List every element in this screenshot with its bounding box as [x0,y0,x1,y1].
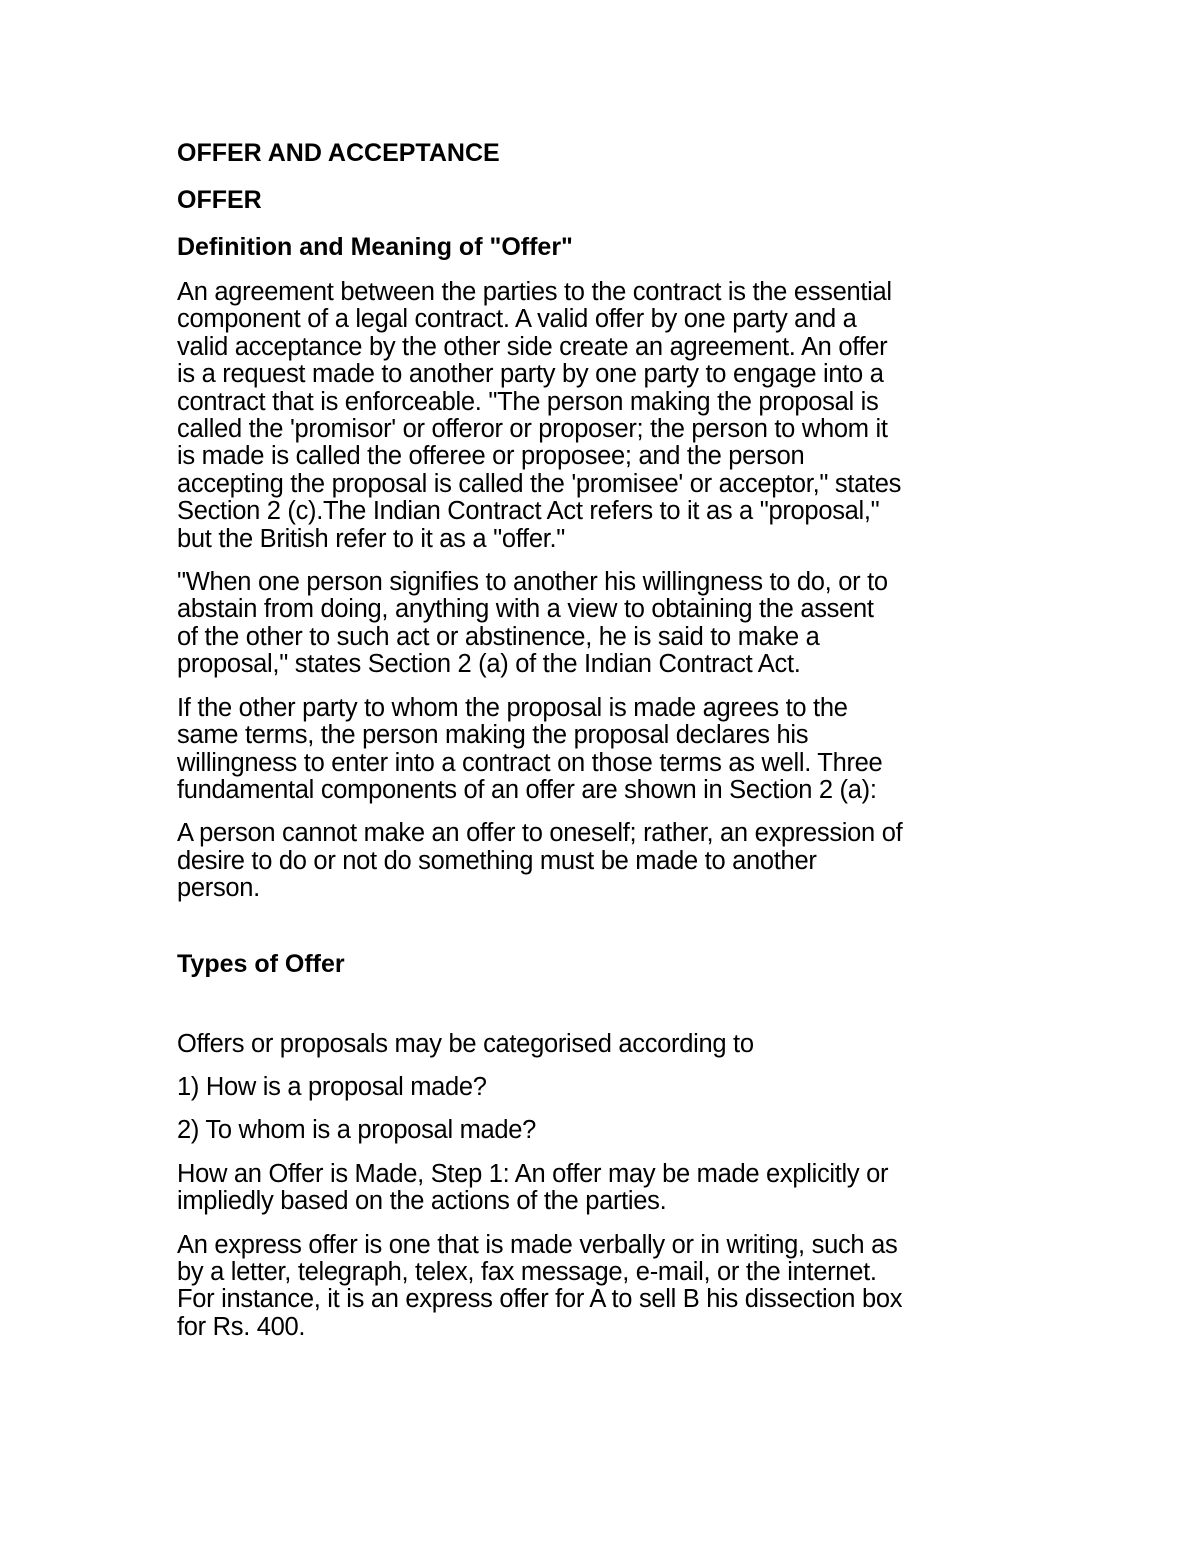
list-item [177,1074,1037,1101]
definition-heading: Definition and Meaning of "Offer" [177,233,573,261]
section-heading-offer: OFFER [177,186,262,214]
paragraph-components [177,695,1037,805]
text-line: Section 2 (c).The Indian Contract Act refers to it as a "proposal," [177,497,880,526]
text-line: willingness to enter into a contract on those terms as well. Three [177,748,883,777]
text-line: A person cannot make an offer to oneself; rather, an expression of [177,819,903,848]
text-line: For instance, it is an express offer for A to sell B his dissection box [177,1285,903,1314]
text-line: How an Offer is Made, Step 1: An offer may be made explicitly or [177,1159,889,1188]
text-line: "When one person signifies to another his willingness to do, or to [177,568,888,597]
document-page [177,138,1037,1357]
text-line: fundamental components of an offer are shown in Section 2 (a): [177,775,877,804]
paragraph-categories [177,1031,1037,1058]
text-line: accepting the proposal is called the 'promisee' or acceptor," states [177,469,902,498]
text-line: by a letter, telegraph, telex, fax message, e-mail, or the internet. [177,1257,877,1286]
text-line: abstain from doing, anything with a view to obtaining the assent [177,595,874,624]
text-line: same terms, the person making the proposal declares his [177,721,809,750]
list-item-text: 1) How is a proposal made? [177,1072,487,1101]
text-line: component of a legal contract. A valid offer by one party and a [177,305,857,334]
text-line: is made is called the offeree or proposee; and the person [177,442,805,471]
text-line: If the other party to whom the proposal is made agrees to the [177,693,848,722]
paragraph-section-2a-quote [177,569,1037,679]
text-line: desire to do or not do something must be made to another [177,846,817,875]
text-line: Offers or proposals may be categorised according to [177,1029,754,1058]
types-heading: Types of Offer [177,949,345,978]
text-line: person. [177,874,260,903]
text-line: but the British refer to it as a "offer." [177,524,566,553]
text-line: proposal," states Section 2 (a) of the Indian Contract Act. [177,650,801,679]
list-item [177,1117,1037,1144]
text-line: for Rs. 400. [177,1312,306,1341]
text-line: An agreement between the parties to the contract is the essential [177,278,892,306]
text-line: is a request made to another party by one party to engage into a [177,360,884,389]
document-title: OFFER AND ACCEPTANCE [177,139,500,167]
text-line: impliedly based on the actions of the parties. [177,1187,667,1216]
paragraph-express-offer [177,1232,1037,1342]
text-line: of the other to such act or abstinence, he is said to make a [177,622,820,651]
text-line: An express offer is one that is made verbally or in writing, such as [177,1230,898,1259]
text-line: valid acceptance by the other side create an agreement. An offer [177,332,888,361]
paragraph-offer-to-oneself [177,820,1037,902]
text-line: contract that is enforceable. "The person making the proposal is [177,387,879,416]
list-item-text: 2) To whom is a proposal made? [177,1116,537,1145]
text-line: called the 'promisor' or offeror or proposer; the person to whom it [177,415,888,444]
paragraph-how-offer-made [177,1161,1037,1216]
paragraph-definition [177,279,1037,553]
